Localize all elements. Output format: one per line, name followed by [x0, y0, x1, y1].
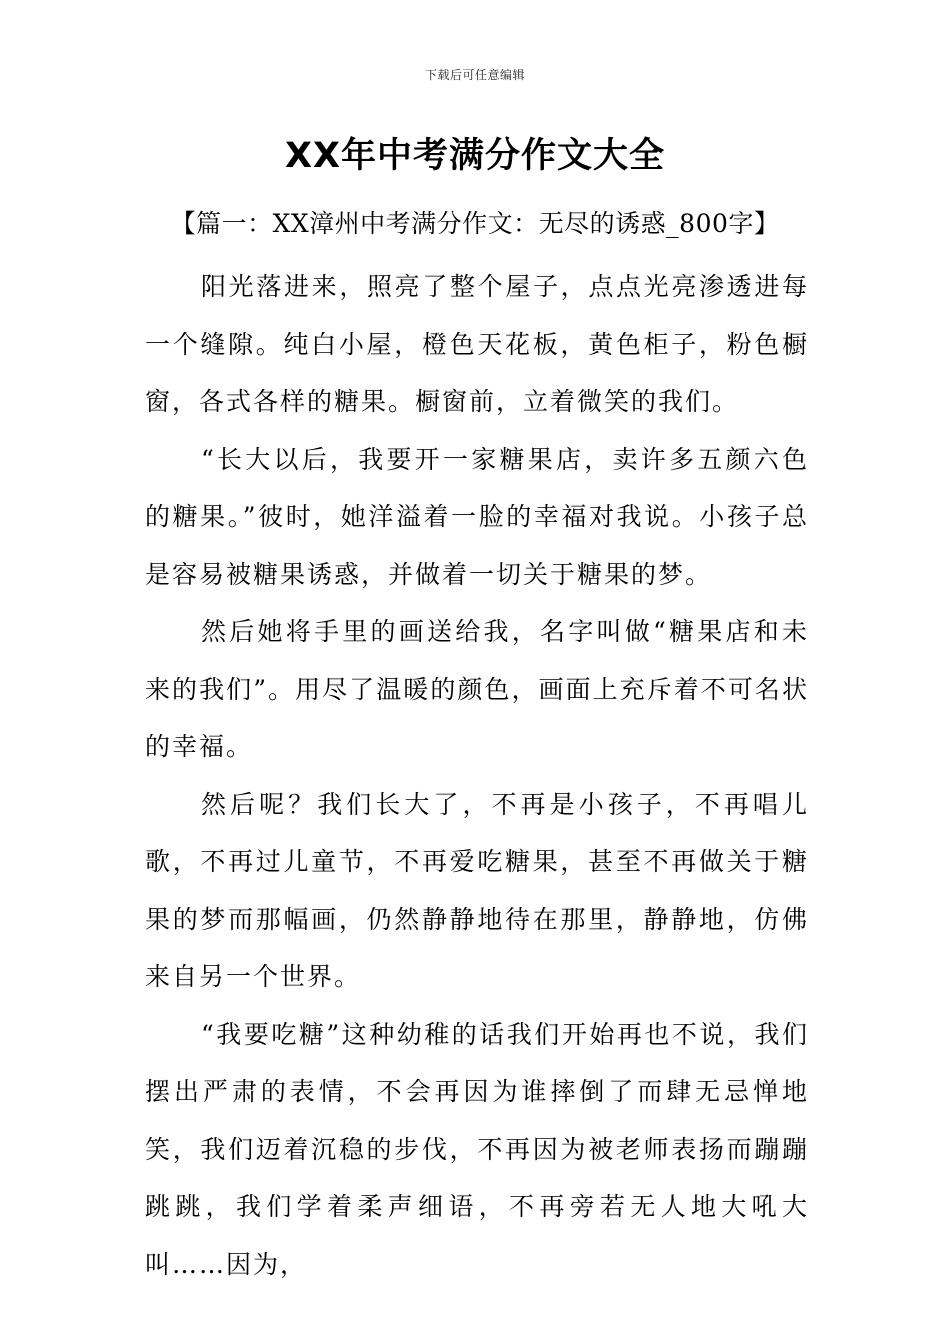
paragraph-2: “长大以后，我要开一家糖果店，卖许多五颜六色的糖果。”彼时，她洋溢着一脸的幸福对我说。小孩子总是容易被糖果诱惑，并做着一切关于糖果的梦。 — [145, 444, 809, 589]
section-heading: 【篇一：XX漳州中考满分作文：无尽的诱惑_800字】 — [170, 209, 780, 238]
paragraph-1: 阳光落进来，照亮了整个屋子，点点光亮渗透进每一个缝隙。纯白小屋，橙色天花板，黄色柜子，粉色橱窗，各式各样的糖果。橱窗前，立着微笑的我们。 — [145, 272, 809, 416]
document-title: XX年中考满分作文大全 — [285, 136, 665, 176]
paragraph-3: 然后她将手里的画送给我，名字叫做“糖果店和未来的我们”。用尽了温暖的颜色，画面上充斥着不可名状的幸福。 — [145, 617, 809, 761]
paragraph-4: 然后呢？我们长大了，不再是小孩子，不再唱儿歌，不再过儿童节，不再爱吃糖果，甚至不再做关于糖果的梦而那幅画，仍然静静地待在那里，静静地，仿佛来自另一个世界。 — [145, 789, 809, 991]
document-body — [145, 258, 809, 1293]
paragraph-5: “我要吃糖”这种幼稚的话我们开始再也不说，我们摆出严肃的表情，不会再因为谁摔倒了而肆无忌惮地笑，我们迈着沉稳的步伐，不再因为被老师表扬而蹦蹦跳跳，我们学着柔声细语，不再旁若无人地大吼大叫……因为， — [145, 1019, 809, 1279]
header-note: 下载后可任意编辑 — [424, 68, 525, 82]
